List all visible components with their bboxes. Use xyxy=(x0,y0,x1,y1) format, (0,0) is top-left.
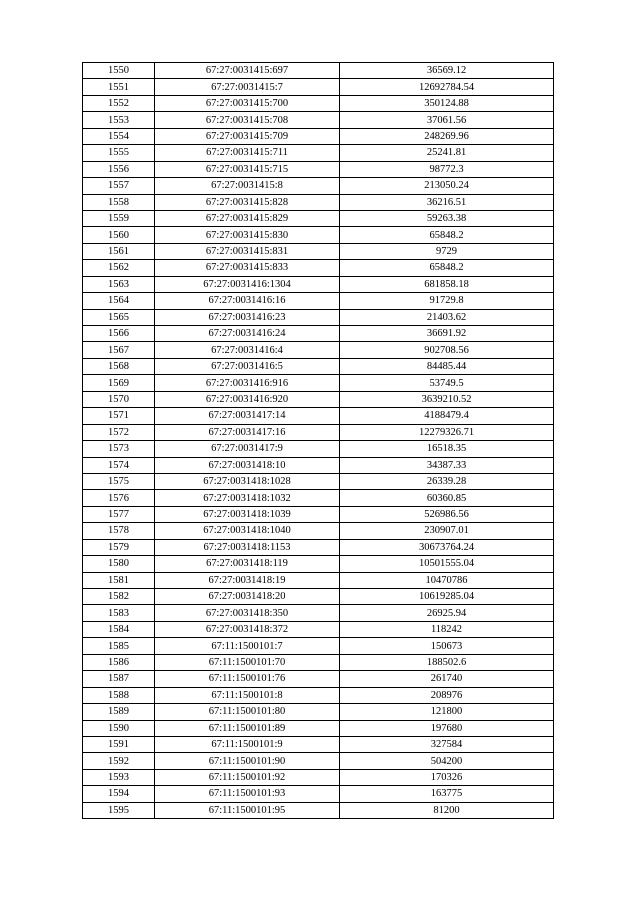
table-row xyxy=(83,490,554,506)
table-row xyxy=(83,687,554,703)
table-row xyxy=(83,145,554,161)
row-number-cell: 1574 xyxy=(83,457,155,473)
cadastral-value-cell: 213050.24 xyxy=(340,178,554,194)
table-row xyxy=(83,276,554,292)
cadastral-value-cell: 65848.2 xyxy=(340,260,554,276)
row-number-cell: 1579 xyxy=(83,539,155,555)
cadastral-value-cell: 163775 xyxy=(340,786,554,802)
table-row xyxy=(83,802,554,818)
table-row xyxy=(83,539,554,555)
row-number-cell: 1573 xyxy=(83,441,155,457)
table-row xyxy=(83,736,554,752)
cadastral-value-cell: 36569.12 xyxy=(340,63,554,79)
cadastral-value-cell: 261740 xyxy=(340,671,554,687)
table-row xyxy=(83,408,554,424)
cadastral-number-cell: 67:27:0031415:831 xyxy=(155,243,340,259)
cadastral-number-cell: 67:11:1500101:90 xyxy=(155,753,340,769)
table-row xyxy=(83,128,554,144)
cadastral-number-cell: 67:27:0031416:916 xyxy=(155,375,340,391)
table-body xyxy=(83,63,554,819)
table-row xyxy=(83,638,554,654)
row-number-cell: 1563 xyxy=(83,276,155,292)
cadastral-value-cell: 91729.8 xyxy=(340,293,554,309)
cadastral-number-cell: 67:27:0031415:830 xyxy=(155,227,340,243)
cadastral-value-cell: 681858.18 xyxy=(340,276,554,292)
cadastral-number-cell: 67:27:0031416:24 xyxy=(155,326,340,342)
cadastral-number-cell: 67:27:0031415:833 xyxy=(155,260,340,276)
cadastral-value-cell: 26339.28 xyxy=(340,473,554,489)
row-number-cell: 1557 xyxy=(83,178,155,194)
cadastral-number-cell: 67:27:0031418:1040 xyxy=(155,523,340,539)
table-row xyxy=(83,342,554,358)
table-row xyxy=(83,654,554,670)
cadastral-number-cell: 67:27:0031418:10 xyxy=(155,457,340,473)
cadastral-number-cell: 67:11:1500101:80 xyxy=(155,704,340,720)
cadastral-value-cell: 81200 xyxy=(340,802,554,818)
row-number-cell: 1551 xyxy=(83,79,155,95)
cadastral-number-cell: 67:27:0031417:9 xyxy=(155,441,340,457)
cadastral-value-cell: 3639210.52 xyxy=(340,391,554,407)
cadastral-value-cell: 10470786 xyxy=(340,572,554,588)
table-row xyxy=(83,506,554,522)
table-row xyxy=(83,473,554,489)
row-number-cell: 1592 xyxy=(83,753,155,769)
cadastral-number-cell: 67:27:0031415:7 xyxy=(155,79,340,95)
row-number-cell: 1593 xyxy=(83,769,155,785)
cadastral-value-cell: 4188479.4 xyxy=(340,408,554,424)
row-number-cell: 1591 xyxy=(83,736,155,752)
cadastral-value-cell: 118242 xyxy=(340,621,554,637)
cadastral-number-cell: 67:27:0031415:828 xyxy=(155,194,340,210)
table-row xyxy=(83,95,554,111)
row-number-cell: 1559 xyxy=(83,210,155,226)
cadastral-value-cell: 59263.38 xyxy=(340,210,554,226)
table-row xyxy=(83,572,554,588)
cadastral-number-cell: 67:27:0031415:711 xyxy=(155,145,340,161)
row-number-cell: 1577 xyxy=(83,506,155,522)
table-row xyxy=(83,753,554,769)
cadastral-value-cell: 16518.35 xyxy=(340,441,554,457)
cadastral-value-cell: 53749.5 xyxy=(340,375,554,391)
row-number-cell: 1587 xyxy=(83,671,155,687)
row-number-cell: 1565 xyxy=(83,309,155,325)
cadastral-number-cell: 67:27:0031418:1153 xyxy=(155,539,340,555)
row-number-cell: 1550 xyxy=(83,63,155,79)
cadastral-number-cell: 67:27:0031416:1304 xyxy=(155,276,340,292)
table-row xyxy=(83,243,554,259)
cadastral-number-cell: 67:27:0031415:709 xyxy=(155,128,340,144)
cadastral-value-cell: 84485.44 xyxy=(340,358,554,374)
row-number-cell: 1570 xyxy=(83,391,155,407)
cadastral-number-cell: 67:11:1500101:70 xyxy=(155,654,340,670)
row-number-cell: 1581 xyxy=(83,572,155,588)
row-number-cell: 1556 xyxy=(83,161,155,177)
cadastral-value-cell: 34387.33 xyxy=(340,457,554,473)
table-row xyxy=(83,161,554,177)
cadastral-value-cell: 350124.88 xyxy=(340,95,554,111)
table-row xyxy=(83,210,554,226)
table-row xyxy=(83,424,554,440)
cadastral-number-cell: 67:11:1500101:7 xyxy=(155,638,340,654)
table-row xyxy=(83,589,554,605)
row-number-cell: 1580 xyxy=(83,556,155,572)
cadastral-value-cell: 36691.92 xyxy=(340,326,554,342)
cadastral-value-cell: 902708.56 xyxy=(340,342,554,358)
cadastral-value-cell: 10619285.04 xyxy=(340,589,554,605)
row-number-cell: 1558 xyxy=(83,194,155,210)
cadastral-value-cell: 150673 xyxy=(340,638,554,654)
row-number-cell: 1594 xyxy=(83,786,155,802)
cadastral-value-cell: 60360.85 xyxy=(340,490,554,506)
row-number-cell: 1553 xyxy=(83,112,155,128)
cadastral-number-cell: 67:27:0031415:708 xyxy=(155,112,340,128)
cadastral-value-cell: 197680 xyxy=(340,720,554,736)
cadastral-value-cell: 9729 xyxy=(340,243,554,259)
table-row xyxy=(83,671,554,687)
cadastral-value-cell: 170326 xyxy=(340,769,554,785)
cadastral-number-cell: 67:11:1500101:93 xyxy=(155,786,340,802)
cadastral-value-cell: 10501555.04 xyxy=(340,556,554,572)
cadastral-number-cell: 67:27:0031418:1032 xyxy=(155,490,340,506)
cadastral-value-cell: 12279326.71 xyxy=(340,424,554,440)
row-number-cell: 1552 xyxy=(83,95,155,111)
table-row xyxy=(83,79,554,95)
row-number-cell: 1569 xyxy=(83,375,155,391)
cadastral-number-cell: 67:27:0031415:715 xyxy=(155,161,340,177)
row-number-cell: 1555 xyxy=(83,145,155,161)
row-number-cell: 1554 xyxy=(83,128,155,144)
cadastral-number-cell: 67:27:0031418:1039 xyxy=(155,506,340,522)
cadastral-value-cell: 188502.6 xyxy=(340,654,554,670)
row-number-cell: 1560 xyxy=(83,227,155,243)
cadastral-number-cell: 67:27:0031415:700 xyxy=(155,95,340,111)
cadastral-value-cell: 504200 xyxy=(340,753,554,769)
table-row xyxy=(83,227,554,243)
table-row xyxy=(83,556,554,572)
cadastral-value-cell: 65848.2 xyxy=(340,227,554,243)
cadastral-number-cell: 67:27:0031415:829 xyxy=(155,210,340,226)
cadastral-number-cell: 67:27:0031418:1028 xyxy=(155,473,340,489)
cadastral-value-cell: 26925.94 xyxy=(340,605,554,621)
cadastral-value-cell: 30673764.24 xyxy=(340,539,554,555)
cadastral-number-cell: 67:11:1500101:9 xyxy=(155,736,340,752)
row-number-cell: 1576 xyxy=(83,490,155,506)
cadastral-value-cell: 208976 xyxy=(340,687,554,703)
cadastral-number-cell: 67:27:0031418:19 xyxy=(155,572,340,588)
cadastral-value-cell: 98772.3 xyxy=(340,161,554,177)
cadastral-number-cell: 67:27:0031417:16 xyxy=(155,424,340,440)
table-row xyxy=(83,605,554,621)
cadastral-number-cell: 67:27:0031417:14 xyxy=(155,408,340,424)
row-number-cell: 1578 xyxy=(83,523,155,539)
cadastral-value-cell: 36216.51 xyxy=(340,194,554,210)
cadastral-value-table xyxy=(82,62,554,819)
table-row xyxy=(83,704,554,720)
row-number-cell: 1566 xyxy=(83,326,155,342)
table-row xyxy=(83,621,554,637)
table-row xyxy=(83,260,554,276)
table-row xyxy=(83,441,554,457)
row-number-cell: 1590 xyxy=(83,720,155,736)
table-row xyxy=(83,112,554,128)
row-number-cell: 1589 xyxy=(83,704,155,720)
cadastral-number-cell: 67:27:0031415:8 xyxy=(155,178,340,194)
row-number-cell: 1588 xyxy=(83,687,155,703)
row-number-cell: 1582 xyxy=(83,589,155,605)
cadastral-value-cell: 327584 xyxy=(340,736,554,752)
table-row xyxy=(83,375,554,391)
cadastral-number-cell: 67:27:0031418:119 xyxy=(155,556,340,572)
row-number-cell: 1571 xyxy=(83,408,155,424)
cadastral-value-cell: 230907.01 xyxy=(340,523,554,539)
table-row xyxy=(83,309,554,325)
table-row xyxy=(83,786,554,802)
cadastral-number-cell: 67:27:0031416:4 xyxy=(155,342,340,358)
table-row xyxy=(83,194,554,210)
cadastral-number-cell: 67:27:0031416:5 xyxy=(155,358,340,374)
cadastral-number-cell: 67:27:0031416:920 xyxy=(155,391,340,407)
cadastral-value-cell: 526986.56 xyxy=(340,506,554,522)
row-number-cell: 1568 xyxy=(83,358,155,374)
table-row xyxy=(83,358,554,374)
cadastral-value-cell: 121800 xyxy=(340,704,554,720)
cadastral-value-cell: 37061.56 xyxy=(340,112,554,128)
row-number-cell: 1572 xyxy=(83,424,155,440)
cadastral-number-cell: 67:27:0031415:697 xyxy=(155,63,340,79)
table-row xyxy=(83,178,554,194)
cadastral-number-cell: 67:27:0031416:23 xyxy=(155,309,340,325)
row-number-cell: 1583 xyxy=(83,605,155,621)
cadastral-number-cell: 67:11:1500101:76 xyxy=(155,671,340,687)
cadastral-number-cell: 67:11:1500101:8 xyxy=(155,687,340,703)
cadastral-value-cell: 12692784.54 xyxy=(340,79,554,95)
cadastral-number-cell: 67:27:0031418:350 xyxy=(155,605,340,621)
cadastral-number-cell: 67:27:0031416:16 xyxy=(155,293,340,309)
table-row xyxy=(83,769,554,785)
row-number-cell: 1586 xyxy=(83,654,155,670)
cadastral-number-cell: 67:27:0031418:372 xyxy=(155,621,340,637)
row-number-cell: 1575 xyxy=(83,473,155,489)
table-row xyxy=(83,391,554,407)
row-number-cell: 1567 xyxy=(83,342,155,358)
cadastral-value-cell: 25241.81 xyxy=(340,145,554,161)
cadastral-number-cell: 67:11:1500101:89 xyxy=(155,720,340,736)
row-number-cell: 1595 xyxy=(83,802,155,818)
table-row xyxy=(83,63,554,79)
table-row xyxy=(83,326,554,342)
table-row xyxy=(83,457,554,473)
row-number-cell: 1561 xyxy=(83,243,155,259)
row-number-cell: 1584 xyxy=(83,621,155,637)
cadastral-value-cell: 21403.62 xyxy=(340,309,554,325)
row-number-cell: 1564 xyxy=(83,293,155,309)
cadastral-number-cell: 67:11:1500101:92 xyxy=(155,769,340,785)
cadastral-number-cell: 67:27:0031418:20 xyxy=(155,589,340,605)
cadastral-value-cell: 248269.96 xyxy=(340,128,554,144)
cadastral-number-cell: 67:11:1500101:95 xyxy=(155,802,340,818)
table-row xyxy=(83,720,554,736)
table-row xyxy=(83,293,554,309)
row-number-cell: 1585 xyxy=(83,638,155,654)
row-number-cell: 1562 xyxy=(83,260,155,276)
table-row xyxy=(83,523,554,539)
